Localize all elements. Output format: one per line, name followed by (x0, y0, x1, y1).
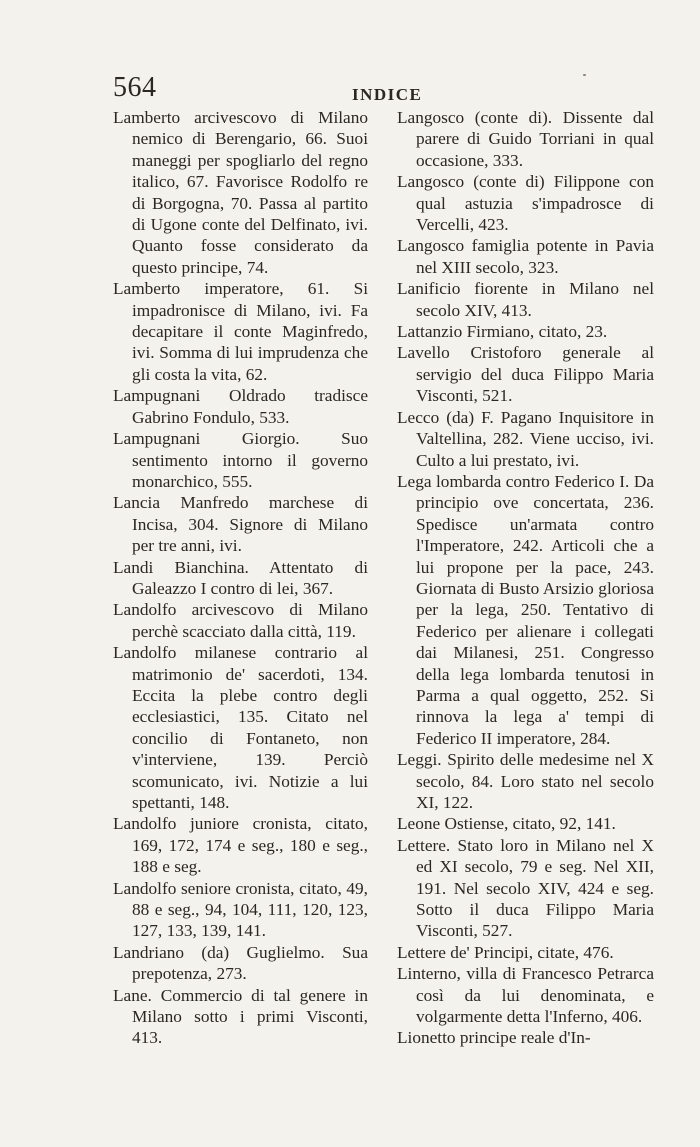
right-column (397, 107, 654, 1049)
index-entry: Langosco (conte di). Dissente dal parere di Guido Torriani in qual occasione, 333. (397, 108, 654, 170)
index-entry: Linterno, villa di Francesco Petrarca così da lui denominata, e volgarmente detta l'Inferno, 406. (397, 964, 654, 1027)
index-entry: Landolfo juniore cronista, citato, 169, 172, 174 e seg., 180 e seg., 188 e seg. (113, 814, 368, 877)
index-entry: Lettere de' Principi, citate, 476. (397, 942, 614, 962)
running-head: INDICE (352, 85, 423, 104)
print-speck (583, 74, 586, 76)
index-entry: Lattanzio Firmiano, citato, 23. (397, 322, 608, 342)
index-entry: Landolfo milanese contrario al matrimonio de' sacerdoti, 134. Eccita la plebe contro degli ecclesiastici, 135. Citato nel concilio di Fontaneto, non v'interviene, 139. Perciò scomunicato, ivi. Notizie a lui spettanti, 148. (113, 643, 368, 812)
index-entry: Landi Bianchina. Attentato di Galeazzo I contro di lei, 367. (113, 557, 368, 598)
index-entry: Langosco (conte di) Filippone con qual astuzia s'impadrosce di Vercelli, 423. (397, 172, 654, 235)
index-entry: Lecco (da) F. Pagano Inquisitore in Valtellina, 282. Viene ucciso, ivi. Culto a lui prestato, ivi. (397, 407, 654, 470)
index-entry: Lamberto imperatore, 61. Si impadronisce di Milano, ivi. Fa decapitare il conte Maginfredo, ivi. Somma di lui imprudenza che gli costa la vita, 62. (113, 279, 368, 384)
index-entry: Lampugnani Giorgio. Suo sentimento intorno il governo monarchico, 555. (113, 429, 368, 491)
index-entry: Lane. Commercio di tal genere in Milano sotto i primi Visconti, 413. (113, 985, 368, 1048)
index-entry: Lettere. Stato loro in Milano nel X ed XI secolo, 79 e seg. Nel XII, 191. Nel secolo XIV, 424 e seg. Sotto il duca Filippo Maria Visconti, 527. (397, 835, 654, 941)
index-entry: Lavello Cristoforo generale al servigio del duca Filippo Maria Visconti, 521. (397, 343, 654, 406)
page-number: 564 (113, 72, 157, 103)
index-entry: Lancia Manfredo marchese di Incisa, 304. Signore di Milano per tre anni, ivi. (113, 493, 368, 556)
index-entry: Lionetto principe reale d'In- (397, 1028, 591, 1048)
index-entry: Landolfo seniore cronista, citato, 49, 88 e seg., 94, 104, 111, 120, 123, 127, 133, 139, 141. (113, 878, 368, 941)
index-entry: Lanificio fiorente in Milano nel secolo XIV, 413. (397, 279, 654, 320)
index-entry: Leone Ostiense, citato, 92, 141. (397, 814, 616, 834)
index-entry: Langosco famiglia potente in Pavia nel XIII secolo, 323. (397, 236, 654, 277)
index-entry: Lamberto arcivescovo di Milano nemico di Berengario, 66. Suoi maneggi per spogliarlo del regno italico, 67. Favorisce Rodolfo re di Borgogna, 70. Passa al partito di Ugone conte del Delfinato, ivi. Quanto fosse considerato da questo principe, 74. (113, 108, 368, 277)
left-column (113, 107, 368, 1049)
index-entry: Landolfo arcivescovo di Milano perchè scacciato dalla città, 119. (113, 600, 368, 641)
index-entry: Landriano (da) Guglielmo. Sua prepotenza, 273. (113, 942, 368, 984)
index-entry: Leggi. Spirito delle medesime nel X secolo, 84. Loro stato nel secolo XI, 122. (397, 750, 654, 812)
index-entry: Lega lombarda contro Federico I. Da principio ove concertata, 236. Spedisce un'armata contro l'Imperatore, 242. Articoli che a lui propone per la pace, 243. Giornata di Busto Arsizio gloriosa per la lega, 250. Tentativo di Federico per alienare i collegati dai Milanesi, 251. Congresso della lega lombarda tenutosi in Parma a qual oggetto, 252. Si rinnova la lega a' tempi di Federico II imperatore, 284. (397, 471, 654, 748)
index-entry: Lampugnani Oldrado tradisce Gabrino Fondulo, 533. (113, 386, 368, 427)
